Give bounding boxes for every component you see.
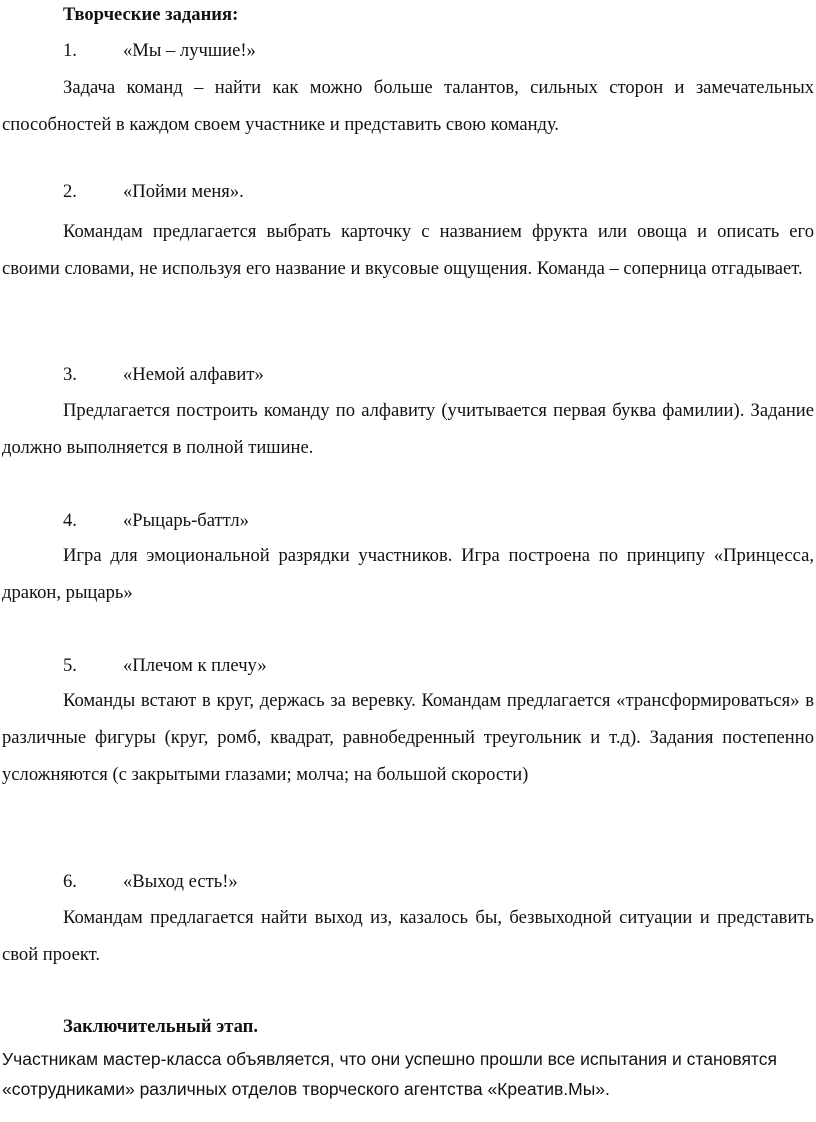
task-name: «Выход есть!»: [123, 871, 238, 892]
task-number: 1.: [63, 40, 77, 61]
task-title-6: [63, 870, 238, 894]
task-title-1: [63, 39, 256, 63]
section-heading: Творческие задания:: [63, 4, 239, 25]
task-number: 6.: [63, 871, 77, 892]
task-description-4: Игра для эмоциональной разрядки участников. Игра построена по принципу «Принцесса, дракон, рыцарь»: [2, 545, 814, 603]
task-description-2: Командам предлагается выбрать карточку с названием фрукта или овоща и описать его своими словами, не используя его название и вкусовые ощущения. Команда – соперница отгадывает.: [2, 221, 814, 279]
task-number: 4.: [63, 510, 77, 531]
task-title-2: [63, 180, 244, 204]
final-stage-heading: Заключительный этап.: [63, 1016, 259, 1037]
task-title-5: [63, 654, 267, 678]
task-name: «Плечом к плечу»: [123, 655, 267, 676]
task-description-3: Предлагается построить команду по алфавиту (учитывается первая буква фамилии). Задание должно выполняется в полной тишине.: [2, 400, 814, 458]
task-name: «Мы – лучшие!»: [123, 40, 256, 61]
task-name: «Рыцарь-баттл»: [123, 510, 249, 531]
task-description-1: Задача команд – найти как можно больше талантов, сильных сторон и замечательных способностей в каждом своем участнике и представить свою команду.: [2, 77, 814, 135]
task-description-5: Команды встают в круг, держась за веревку. Командам предлагается «трансформироваться» в различные фигуры (круг, ромб, квадрат, равнобедренный треугольник и т.д). Задания постепенно усложняются (с закрытыми глазами; молча; на большой скорости): [2, 690, 814, 785]
task-description-6: Командам предлагается найти выход из, казалось бы, безвыходной ситуации и представить свой проект.: [2, 907, 814, 965]
task-name: «Немой алфавит»: [123, 364, 264, 385]
task-title-3: [63, 363, 264, 387]
task-name: «Пойми меня».: [123, 181, 244, 202]
task-title-4: [63, 509, 249, 533]
task-number: 2.: [63, 181, 77, 202]
final-stage-text: Участникам мастер-класса объявляется, что они успешно прошли все испытания и становятся «сотрудниками» различных отделов творческого агентства «Креатив.Мы».: [2, 1049, 777, 1099]
task-number: 5.: [63, 655, 77, 676]
task-number: 3.: [63, 364, 77, 385]
